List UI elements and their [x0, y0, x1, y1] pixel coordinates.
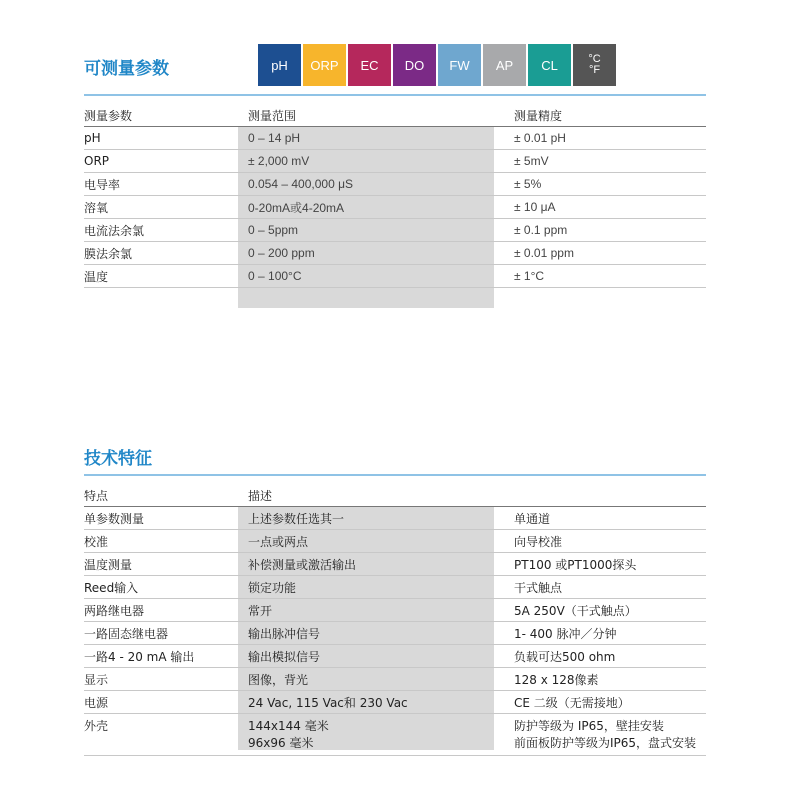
- table-row-housing: [84, 714, 706, 756]
- table-row: [84, 599, 706, 622]
- cell-range: 0-20mA或4-20mA: [238, 196, 504, 219]
- cell-detail: PT100 或PT1000探头: [504, 553, 706, 576]
- section-title-features: 技术特征: [84, 449, 152, 469]
- parameter-badges: [258, 44, 616, 86]
- cell-description: 锁定功能: [238, 576, 504, 599]
- table-row: [84, 127, 706, 150]
- table-row: [84, 691, 706, 714]
- cell-parameter: ORP: [84, 150, 238, 173]
- table-row: [84, 530, 706, 553]
- cell-detail: 128 x 128像素: [504, 668, 706, 691]
- cell-feature: 一路4 - 20 mA 输出: [84, 645, 238, 668]
- cell-description: 补偿测量或激活输出: [238, 553, 504, 576]
- header-blank: [504, 484, 706, 507]
- cell-description: 上述参数任选其一: [238, 507, 504, 530]
- badge-ph: pH: [258, 44, 301, 86]
- cell-feature: 一路固态继电器: [84, 622, 238, 645]
- cell-range: 0.054 – 400,000 μS: [238, 173, 504, 196]
- header-feature: 特点: [84, 484, 238, 507]
- section-divider: [84, 94, 706, 96]
- cell-description: [238, 714, 504, 756]
- cell-accuracy: ± 5%: [504, 173, 706, 196]
- parameters-table: [84, 104, 706, 288]
- table-header-row: [84, 104, 706, 127]
- housing-size-2: 96x96 毫米: [248, 736, 314, 750]
- table-row: [84, 173, 706, 196]
- housing-note-2: 前面板防护等级为IP65，盘式安装: [514, 736, 697, 750]
- cell-feature: 外壳: [84, 714, 238, 756]
- cell-accuracy: ± 0.1 ppm: [504, 219, 706, 242]
- table-row: [84, 507, 706, 530]
- cell-feature: 温度测量: [84, 553, 238, 576]
- badge-temperature: [573, 44, 616, 86]
- fahrenheit-label: °F: [588, 64, 601, 76]
- table-row: [84, 150, 706, 173]
- header-description: 描述: [238, 484, 504, 507]
- badge-fw: FW: [438, 44, 481, 86]
- table-row: [84, 645, 706, 668]
- cell-range: 0 – 100°C: [238, 265, 504, 288]
- cell-description: 24 Vac, 115 Vac和 230 Vac: [238, 691, 504, 714]
- housing-size-1: 144x144 毫米: [248, 719, 329, 733]
- section-divider: [84, 474, 706, 476]
- cell-feature: Reed输入: [84, 576, 238, 599]
- header-range: 测量范围: [238, 104, 504, 127]
- cell-parameter: 温度: [84, 265, 238, 288]
- cell-range: 0 – 5ppm: [238, 219, 504, 242]
- cell-description: 常开: [238, 599, 504, 622]
- table-header-row: [84, 484, 706, 507]
- cell-detail: 向导校准: [504, 530, 706, 553]
- cell-detail: 干式触点: [504, 576, 706, 599]
- table-row: [84, 622, 706, 645]
- badge-cl: CL: [528, 44, 571, 86]
- table-row: [84, 196, 706, 219]
- badge-ap: AP: [483, 44, 526, 86]
- table-row: [84, 219, 706, 242]
- badge-do: DO: [393, 44, 436, 86]
- cell-feature: 校准: [84, 530, 238, 553]
- table-row: [84, 553, 706, 576]
- cell-accuracy: ± 0.01 pH: [504, 127, 706, 150]
- table-row: [84, 242, 706, 265]
- cell-range: 0 – 200 ppm: [238, 242, 504, 265]
- cell-detail: CE 二级（无需接地）: [504, 691, 706, 714]
- cell-accuracy: ± 1°C: [504, 265, 706, 288]
- cell-feature: 显示: [84, 668, 238, 691]
- cell-detail: 1- 400 脉冲／分钟: [504, 622, 706, 645]
- cell-accuracy: ± 0.01 ppm: [504, 242, 706, 265]
- cell-description: 输出脉冲信号: [238, 622, 504, 645]
- badge-ec: EC: [348, 44, 391, 86]
- cell-parameter: 电导率: [84, 173, 238, 196]
- cell-detail: 单通道: [504, 507, 706, 530]
- table-row: [84, 668, 706, 691]
- table-row: [84, 576, 706, 599]
- cell-parameter: pH: [84, 127, 238, 150]
- features-table: [84, 484, 706, 756]
- cell-description: 一点或两点: [238, 530, 504, 553]
- cell-parameter: 溶氧: [84, 196, 238, 219]
- cell-detail: [504, 714, 706, 756]
- cell-parameter: 膜法余氯: [84, 242, 238, 265]
- cell-detail: 5A 250V（干式触点）: [504, 599, 706, 622]
- cell-accuracy: ± 10 μA: [504, 196, 706, 219]
- cell-range: ± 2,000 mV: [238, 150, 504, 173]
- header-accuracy: 测量精度: [504, 104, 706, 127]
- cell-description: 图像，背光: [238, 668, 504, 691]
- cell-parameter: 电流法余氯: [84, 219, 238, 242]
- section-title-parameters: 可测量参数: [84, 59, 169, 79]
- cell-detail: 负载可达500 ohm: [504, 645, 706, 668]
- cell-description: 输出模拟信号: [238, 645, 504, 668]
- celsius-label: °C: [588, 53, 601, 65]
- cell-feature: 两路继电器: [84, 599, 238, 622]
- cell-feature: 单参数测量: [84, 507, 238, 530]
- badge-orp: ORP: [303, 44, 346, 86]
- table-row: [84, 265, 706, 288]
- housing-note-1: 防护等级为 IP65，壁挂安装: [514, 719, 664, 733]
- cell-accuracy: ± 5mV: [504, 150, 706, 173]
- cell-range: 0 – 14 pH: [238, 127, 504, 150]
- header-parameter: 测量参数: [84, 104, 238, 127]
- cell-feature: 电源: [84, 691, 238, 714]
